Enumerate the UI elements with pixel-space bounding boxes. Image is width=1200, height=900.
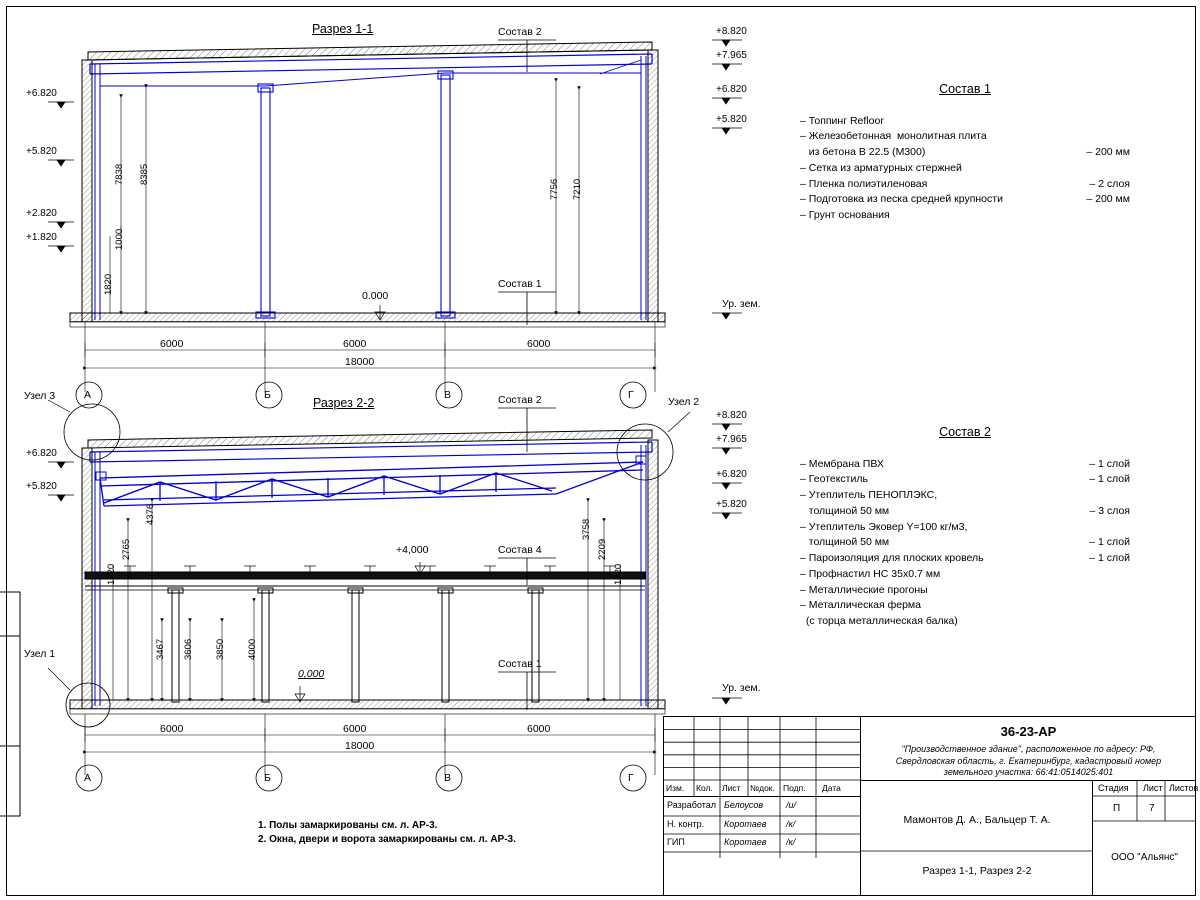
composition-item-desc: – Подготовка из песка средней крупности	[800, 193, 1003, 206]
elevation-right-4: +5.820	[716, 114, 747, 125]
dim-7838: 7838	[114, 163, 125, 185]
col-podp: Подп.	[783, 783, 806, 793]
composition-item-value: – 1 слой	[1089, 536, 1130, 549]
company-name: ООО "Альянс"	[1111, 852, 1178, 863]
composition-item	[800, 520, 1130, 536]
composition-item-value: – 3 слоя	[1089, 504, 1130, 517]
composition-item-desc: – Мембрана ПВХ	[800, 457, 884, 470]
stage-cell	[1092, 780, 1199, 895]
dim-7210: 7210	[572, 178, 583, 200]
elevation-left-2: +5.820	[26, 146, 57, 157]
section-2-title: Разрез 2-2	[313, 396, 375, 410]
roles-grid	[664, 796, 860, 858]
ground-level-section1: Ур. зем.	[722, 298, 761, 310]
composition-item-desc: – Металлическая ферма	[800, 599, 921, 612]
notes-block	[258, 820, 516, 845]
dim-s2-4376: 4376	[145, 503, 156, 525]
composition-item	[800, 504, 1130, 520]
col-list: Лист	[722, 783, 741, 793]
node-1-label: Узел 1	[24, 648, 56, 660]
axis-g-s1: Г	[628, 389, 634, 401]
col-izm: Изм.	[666, 783, 685, 793]
elevation-left-s2-2: +5.820	[26, 481, 57, 492]
elevation-right-s2-1: +8.820	[716, 410, 747, 421]
role-1-sign: /и/	[786, 800, 797, 810]
composition-2-title: Состав 2	[939, 425, 991, 439]
composition-item	[800, 177, 1130, 193]
composition-item	[800, 457, 1130, 473]
elevation-right-s2-2: +7.965	[716, 434, 747, 445]
dim-s2-3850: 3850	[215, 638, 226, 660]
axis-b-s2: Б	[264, 772, 271, 784]
dim-7756: 7756	[549, 178, 560, 200]
dim-1000: 1000	[114, 228, 125, 250]
axis-a-s1: А	[84, 389, 92, 401]
node-2-label: Узел 2	[668, 396, 700, 408]
dim-h1-s2: 6000	[160, 723, 184, 735]
composition-item-desc: – Утеплитель ПЕНОПЛЭКС,	[800, 489, 938, 502]
sheet-title: Разрез 1-1, Разрез 2-2	[922, 865, 1032, 878]
axis-a-s2: А	[84, 772, 92, 784]
composition-item-value: – 200 мм	[1086, 146, 1130, 159]
composition-item	[800, 614, 1130, 630]
composition-item-value: – 2 слоя	[1089, 177, 1130, 190]
authors-and-title-cell	[860, 780, 1093, 895]
section-1-title: Разрез 1-1	[312, 22, 374, 36]
composition-1-items	[800, 114, 1130, 224]
elevation-left-3: +2.820	[26, 208, 57, 219]
composition-item-desc: – Геотекстиль	[800, 473, 868, 486]
composition-item	[800, 598, 1130, 614]
composition-item-desc: толщиной 50 мм	[800, 504, 890, 517]
compo1-callout-section1: Состав 1	[498, 278, 542, 290]
dim-h3-s2: 6000	[527, 723, 551, 735]
list-header: Лист	[1143, 783, 1163, 793]
composition-item-value: – 1 слой	[1089, 552, 1130, 565]
title-block	[663, 716, 1199, 896]
authors: Мамонтов Д. А., Бальцер Т. А.	[903, 814, 1051, 826]
composition-item-desc: – Сетка из арматурных стержней	[800, 161, 962, 174]
elevation-right-s2-3: +6.820	[716, 469, 747, 480]
composition-item-desc: – Металлические прогоны	[800, 583, 928, 596]
stage-header: Стадия	[1098, 783, 1129, 793]
composition-item	[800, 535, 1130, 551]
elevation-left-4: +1.820	[26, 232, 57, 243]
object-line-1: "Производственное здание", расположенное по адресу: РФ,	[901, 744, 1156, 755]
dim-h1-s1: 6000	[160, 338, 184, 350]
compo1-callout-section2: Состав 1	[498, 658, 542, 670]
dim-s2-2765: 2765	[121, 538, 132, 560]
compo4-callout-section2: Состав 4	[498, 544, 542, 556]
note-1: 1. Полы замаркированы см. л. АР-3.	[258, 820, 438, 831]
compo2-callout-section2: Состав 2	[498, 394, 542, 406]
section-2-2-geometry	[70, 430, 665, 714]
composition-item	[800, 583, 1130, 599]
note-2: 2. Окна, двери и ворота замаркированы см. л. АР-3.	[258, 834, 516, 845]
elevation-left-1: +6.820	[26, 88, 57, 99]
elevation-left-s2-1: +6.820	[26, 448, 57, 459]
dim-8385: 8385	[139, 163, 150, 185]
dim-s2-1820r: 1820	[613, 563, 624, 585]
composition-item-desc: – Профнастил НС 35х0.7 мм	[800, 567, 941, 580]
dim-total-s2: 18000	[345, 740, 375, 752]
dim-s2-4000: 4000	[247, 638, 258, 660]
role-1-name: Белоусов	[724, 800, 764, 810]
object-line-3: земельного участка: 66:41:0514025:401	[943, 766, 1114, 777]
axis-b-s1: Б	[264, 389, 271, 401]
dim-h2-s2: 6000	[343, 723, 367, 735]
composition-item	[800, 129, 1130, 145]
role-3: ГИП	[667, 837, 685, 847]
dim-total-s1: 18000	[345, 356, 375, 368]
composition-item-desc: толщиной 50 мм	[800, 536, 890, 549]
composition-item-value: – 1 слой	[1089, 473, 1130, 486]
dim-s2-3758: 3758	[581, 518, 592, 540]
dim-s2-1820l: 1820	[106, 563, 117, 585]
composition-item-desc: из бетона В 22.5 (М300)	[800, 146, 926, 159]
stage-value: П	[1113, 803, 1121, 814]
role-3-name: Коротаев	[724, 837, 767, 847]
elevation-right-2: +7.965	[716, 50, 747, 61]
composition-item	[800, 192, 1130, 208]
composition-item	[800, 551, 1130, 567]
role-2: Н. контр.	[667, 819, 705, 829]
dim-s2-3467: 3467	[155, 638, 166, 660]
composition-item-value: – 1 слой	[1089, 457, 1130, 470]
lists-header: Листов	[1169, 783, 1199, 793]
role-3-sign: /к/	[786, 837, 796, 847]
elevation-right-3: +6.820	[716, 84, 747, 95]
zero-level-section1: 0.000	[362, 290, 389, 302]
object-line-2: Свердловская область, г. Екатеринбург, кадастровый номер	[895, 755, 1162, 766]
composition-item-desc: – Утеплитель Эковер Y=100 кг/м3,	[800, 520, 968, 533]
dim-1820: 1820	[103, 273, 114, 295]
elevation-right-1: +8.820	[716, 26, 747, 37]
role-1: Разработал	[667, 800, 716, 810]
composition-item-value: – 200 мм	[1086, 193, 1130, 206]
elevation-right-s2-4: +5.820	[716, 499, 747, 510]
composition-item-desc: (с торца металлическая балка)	[800, 615, 958, 628]
composition-2-block	[800, 425, 1130, 630]
composition-item	[800, 488, 1130, 504]
col-data: Дата	[822, 783, 841, 793]
level-4000-label: +4,000	[396, 544, 429, 556]
composition-item-desc: – Железобетонная монолитная плита	[800, 130, 987, 143]
composition-item	[800, 161, 1130, 177]
revision-grid	[664, 717, 860, 780]
list-value: 7	[1149, 803, 1155, 814]
dim-h2-s1: 6000	[343, 338, 367, 350]
role-2-sign: /к/	[786, 819, 796, 829]
dim-h3-s1: 6000	[527, 338, 551, 350]
composition-item-desc: – Топпинг Refloor	[800, 114, 884, 127]
composition-1-title: Состав 1	[939, 82, 991, 96]
composition-item-desc: – Пароизоляция для плоских кровель	[800, 552, 984, 565]
axis-v-s2: В	[444, 772, 452, 784]
composition-item-desc: – Пленка полиэтиленовая	[800, 177, 928, 190]
ground-level-section2: Ур. зем.	[722, 682, 761, 694]
axis-v-s1: В	[444, 389, 452, 401]
composition-1-block	[800, 82, 1130, 224]
node-3-label: Узел 3	[24, 390, 56, 402]
object-description-cell	[860, 717, 1196, 781]
composition-2-items	[800, 457, 1130, 630]
axis-g-s2: Г	[628, 772, 634, 784]
dim-s2-2209: 2209	[597, 538, 608, 560]
dim-s2-3606: 3606	[183, 638, 194, 660]
composition-item	[800, 472, 1130, 488]
composition-item	[800, 208, 1130, 224]
col-ndok: №док.	[750, 783, 775, 793]
composition-item	[800, 567, 1130, 583]
zero-level-section2: 0,000	[298, 668, 325, 680]
role-2-name: Коротаев	[724, 819, 767, 829]
compo2-callout-section1: Состав 2	[498, 26, 542, 38]
composition-item-desc: – Грунт основания	[800, 209, 890, 222]
col-kol: Кол.	[696, 783, 713, 793]
revision-header-row	[664, 780, 860, 797]
composition-item	[800, 114, 1130, 130]
composition-item	[800, 145, 1130, 161]
project-code: 36-23-АР	[1000, 724, 1057, 739]
